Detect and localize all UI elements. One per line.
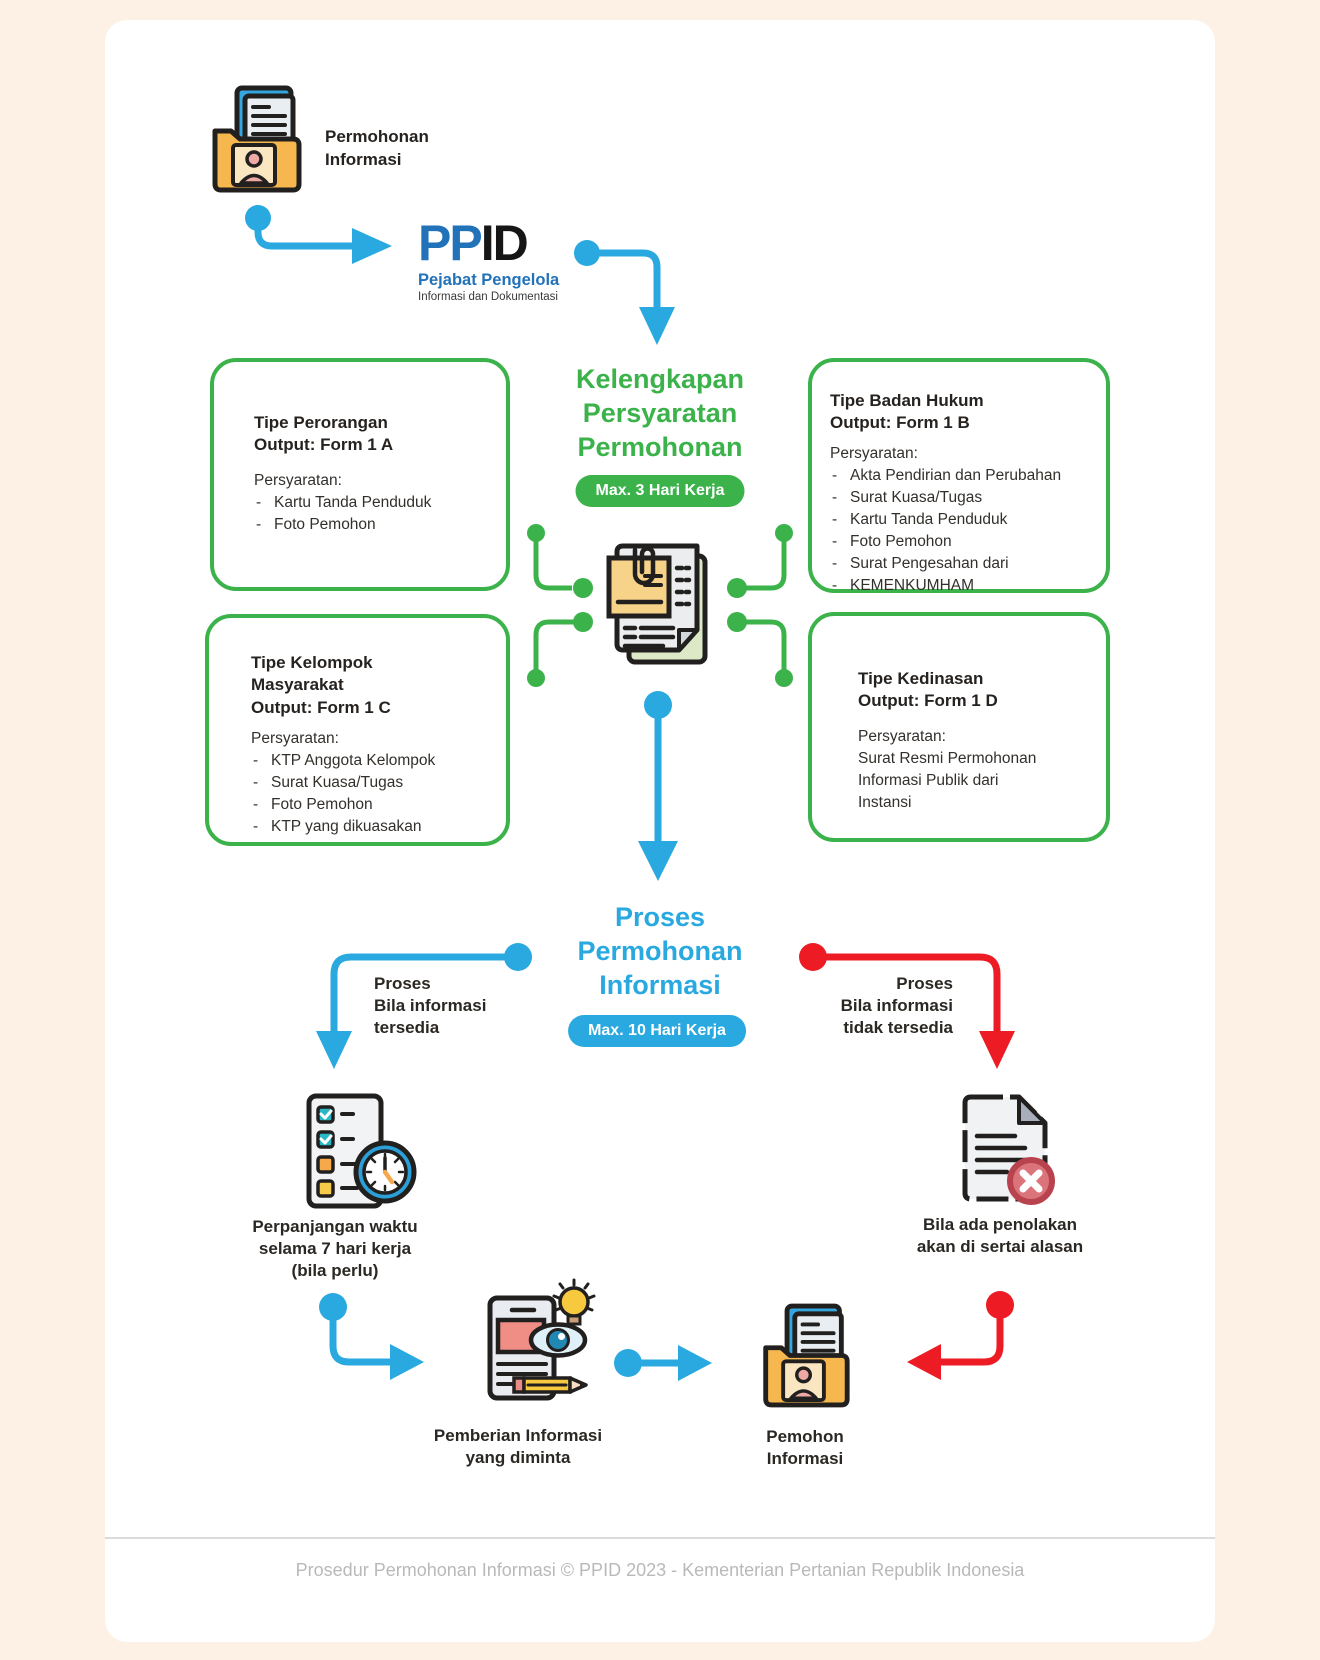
box-tipe-kelompok-masyarakat: Tipe Kelompok Masyarakat Output: Form 1 C Persyaratan: - KTP Anggota Kelompok - Surat Kuasa/Tugas - Foto Pemohon - KTP yang dikuasakan: [205, 614, 510, 846]
arrow-stage1-to-stage2: [628, 691, 688, 886]
requirements-document-icon: [605, 540, 715, 670]
applicant-label: Pemohon Informasi: [766, 1427, 844, 1468]
requirement-item: - Foto Pemohon: [254, 514, 496, 536]
extension-label: Perpanjangan waktu selama 7 hari kerja (bila perlu): [252, 1217, 418, 1280]
stage1-badge: Max. 3 Hari Kerja: [576, 475, 745, 507]
requirement-item: - Surat Kuasa/Tugas: [830, 487, 1100, 509]
requirement-item: - Kartu Tanda Penduduk: [254, 492, 496, 514]
ppid-logo-wordmark: PPID: [418, 215, 527, 271]
requirement-item: Surat Resmi Permohonan: [858, 749, 1037, 767]
box-tipe-perorangan: Tipe Perorangan Output: Form 1 A Persyaratan: - Kartu Tanda Penduduk - Foto Pemohon: [210, 358, 510, 591]
requirement-item: - KEMENKUMHAM: [830, 575, 1100, 597]
ppid-logo: [418, 215, 560, 303]
box-tipe-badan-hukum: Tipe Badan Hukum Output: Form 1 B Persyaratan: - Akta Pendirian dan Perubahan - Surat Kuasa/Tugas - Kartu Tanda Penduduk - Foto Pemohon - Surat Pengesahan dari - KEMENKUMHAM: [808, 358, 1110, 593]
stage1-title: Kelengkapan Persyaratan Permohonan: [575, 364, 745, 463]
requirement-item: - Foto Pemohon: [251, 794, 498, 816]
requirement-item: - Akta Pendirian dan Perubahan: [830, 465, 1100, 487]
delivery-label: Pemberian Informasi yang diminta: [433, 1426, 603, 1467]
footer-credit: Prosedur Permohonan Informasi © PPID 2023 - Kementerian Pertanian Republik Indonesia: [295, 1560, 1025, 1580]
arrow-rejection-to-applicant: [893, 1288, 1018, 1382]
requirement-item: - Foto Pemohon: [830, 531, 1100, 553]
extension-checklist-clock-icon: [293, 1092, 417, 1216]
circuit-connector-bottom-right: [720, 606, 800, 696]
arrow-ppid-to-stage1: [570, 235, 680, 350]
circuit-connector-top-left: [520, 516, 600, 606]
stage2-title: Proses Permohonan Informasi: [577, 902, 743, 1001]
requirement-item: Instansi: [858, 793, 912, 811]
circuit-connector-top-right: [720, 516, 800, 606]
request-label: Permohonan Informasi: [325, 127, 429, 169]
delivery-information-icon: [462, 1278, 602, 1412]
ppid-logo-subtitle: Pejabat Pengelola: [418, 271, 560, 289]
rejection-label: Bila ada penolakan akan di sertai alasan: [916, 1215, 1084, 1256]
box-tipe-kedinasan: Tipe Kedinasan Output: Form 1 D Persyaratan: Surat Resmi Permohonan Informasi Publik dari Instansi: [808, 612, 1110, 842]
requirement-item: - KTP yang dikuasakan: [251, 816, 498, 838]
footer-divider: [105, 1537, 1215, 1539]
requirement-item: - Kartu Tanda Penduduk: [830, 509, 1100, 531]
branch-unavailable-label: Proses Bila informasi tidak tersedia: [840, 974, 953, 1038]
branch-available-label: Proses Bila informasi tersedia: [374, 974, 487, 1038]
arrow-extension-to-delivery: [312, 1292, 442, 1384]
stage2-badge: Max. 10 Hari Kerja: [568, 1015, 746, 1047]
requirement-item: - KTP Anggota Kelompok: [251, 750, 498, 772]
arrow-start-to-ppid: [240, 195, 410, 270]
requirement-item: - Surat Kuasa/Tugas: [251, 772, 498, 794]
requirement-item: Informasi Publik dari: [858, 771, 999, 789]
ppid-logo-subtitle2: Informasi dan Dokumentasi: [418, 291, 558, 303]
requirement-item: - Surat Pengesahan dari: [830, 553, 1100, 575]
applicant-folder-icon: [756, 1303, 853, 1408]
request-folder-icon: [205, 85, 305, 193]
arrow-delivery-to-applicant: [612, 1342, 717, 1386]
circuit-connector-bottom-left: [520, 606, 600, 696]
rejection-document-icon: [955, 1092, 1059, 1206]
